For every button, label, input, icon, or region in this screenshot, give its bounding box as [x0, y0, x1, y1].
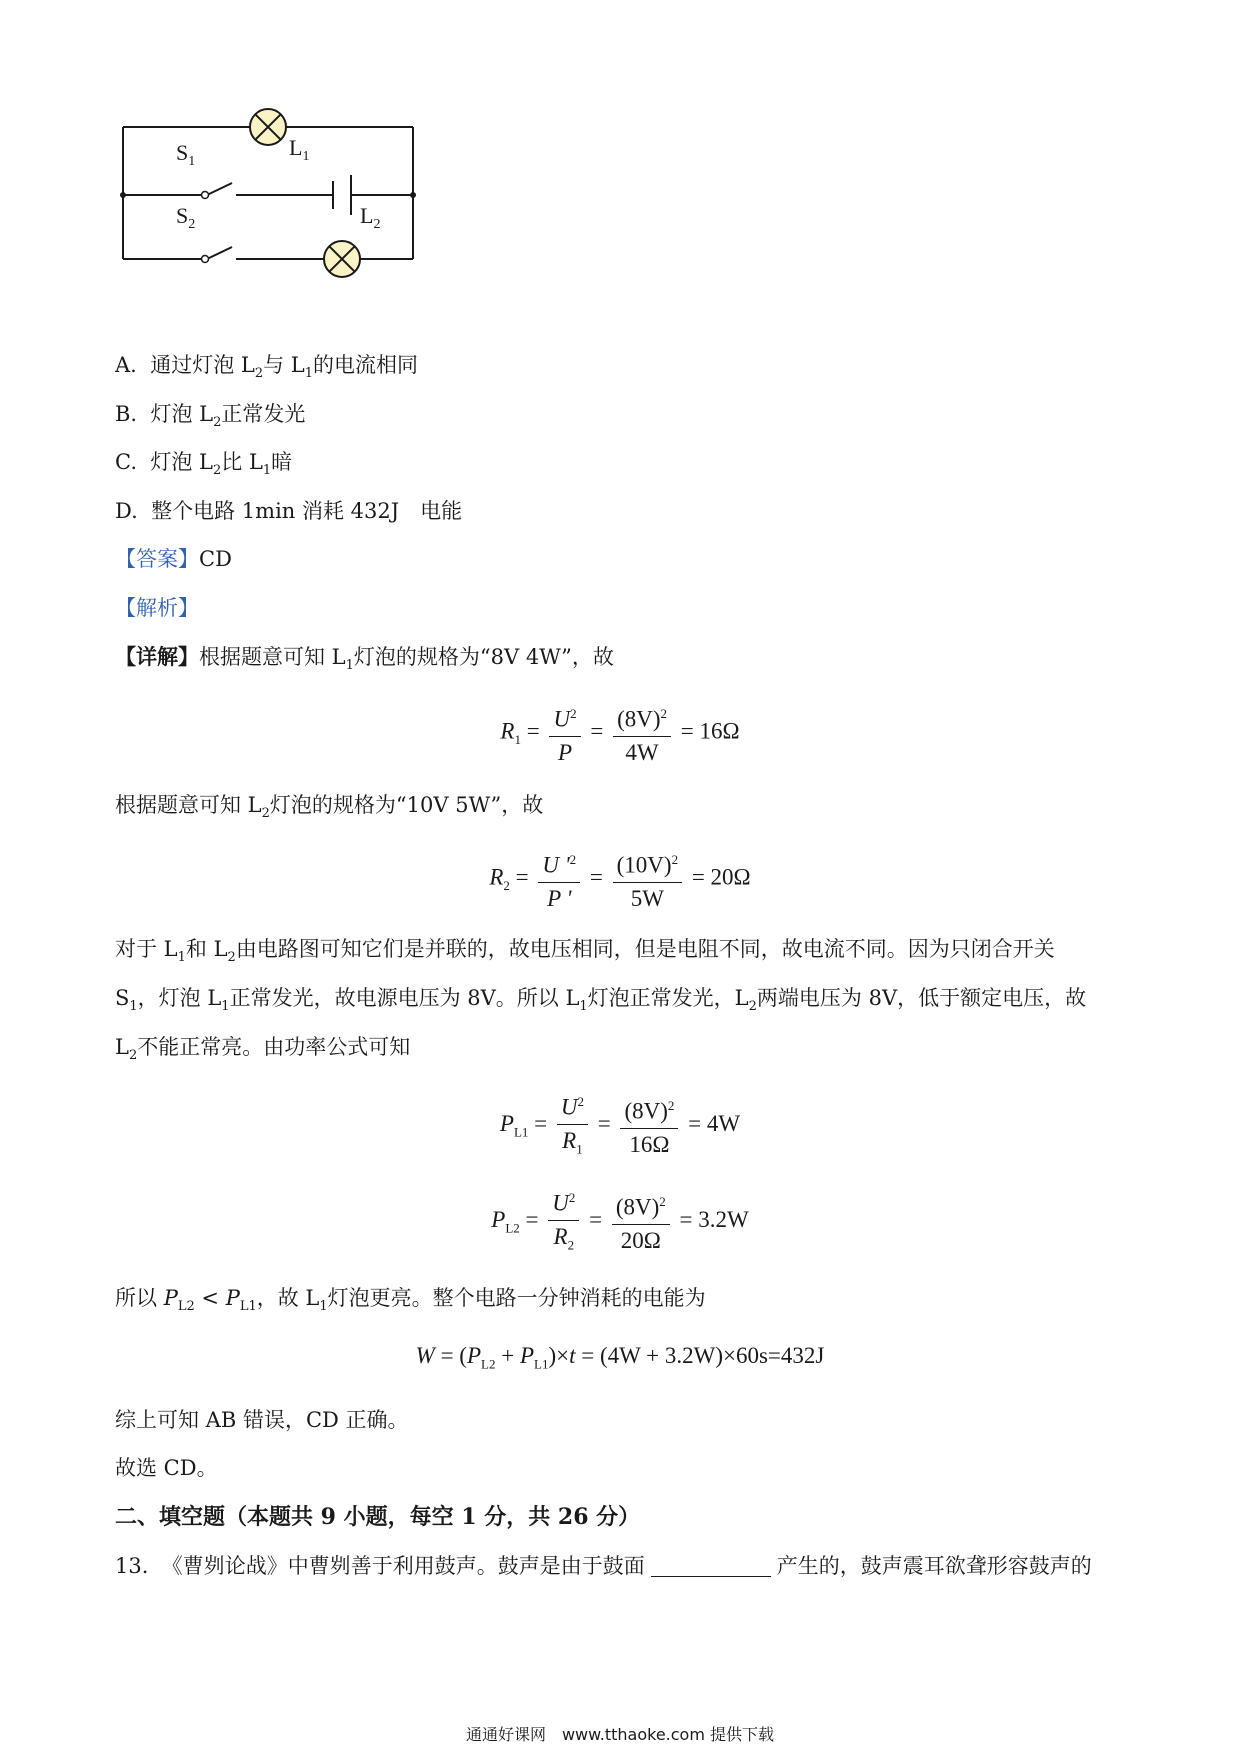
equation-r1: $R_1$ = $\frac{U^2}{P}$ = $\frac{(8V)^2}{4W}$ = 16Ω — [0, 700, 1240, 767]
detail-line-3: 对于 $L_1$和 $L_2$由电路图可知它们是并联的，故电压相同，但是电阻不同，故电流不同。因为只闭合开关 — [115, 937, 1055, 966]
detail-line-7: 综上可知 AB 错误，CD 正确。 — [115, 1408, 409, 1432]
question-13: 13. 《曹刿论战》中曹刿善于利用鼓声。鼓声是由于鼓面 产生的，鼓声震耳欲聋形容鼓声的 — [115, 1554, 1092, 1578]
equation-pl1: $P_{L1}$ = $\frac{U^2}{R_1}$ = $\frac{(8V)^2}{16\Omega}$ = 4W — [0, 1088, 1240, 1163]
section-title: 二、填空题（本题共 9 小题，每空 1 分，共 26 分） — [115, 1504, 641, 1530]
lamp-l1-icon — [250, 109, 286, 145]
lamp-l2-icon — [324, 241, 360, 277]
label-s2: $S_2$ — [176, 203, 196, 232]
switch-s2-contact — [202, 256, 209, 263]
label-s1: $S_1$ — [176, 140, 196, 169]
detail-line-5: $L_2$不能正常亮。由功率公式可知 — [115, 1035, 411, 1064]
answer-line: 【答案】CD — [115, 547, 232, 571]
detail-line-6: 所以 $P_{L2} < P_{L1}$，故 $L_1$灯泡更亮。整个电路一分钟消耗的电能为 — [115, 1286, 706, 1315]
answer-blank[interactable] — [651, 1556, 771, 1577]
detail-line-1: 【详解】根据题意可知 $L_1$灯泡的规格为“8V 4W”，故 — [115, 644, 614, 674]
analysis-line — [115, 593, 199, 623]
circuit-diagram — [110, 95, 430, 285]
equation-r2: $R_2$ = $\frac{U '^2}{P '}$ = $\frac{(10V)^2}{5W}$ = 20Ω — [0, 846, 1240, 913]
equation-energy: $W = (P_{L2} + P_{L1})\times t = (4W + 3.2W)\times 60s=432J$ — [415, 1343, 825, 1372]
option-a: A. 通过灯泡 $L_2$与 $L_1$的电流相同 — [115, 353, 419, 382]
label-l1: $L_1$ — [289, 135, 310, 164]
detail-line-8: 故选 CD。 — [115, 1456, 218, 1480]
page-footer: 通通好课网 www.tthaoke.com 提供下载 — [465, 1725, 775, 1744]
detail-line-2: 根据题意可知 $L_2$灯泡的规格为“10V 5W”，故 — [115, 793, 544, 822]
answer-tag: 【答案】 — [115, 547, 199, 571]
option-b: B. 灯泡 $L_2$正常发光 — [115, 402, 306, 431]
analysis-tag: 【解析】 — [115, 596, 199, 620]
label-l2: $L_2$ — [360, 203, 381, 232]
equation-pl2: $P_{L2}$ = $\frac{U^2}{R_2}$ = $\frac{(8V)^2}{20\Omega}$ = 3.2W — [0, 1184, 1240, 1259]
option-c: C. 灯泡 $L_2$比 $L_1$暗 — [115, 450, 293, 479]
battery-symbol — [333, 175, 351, 215]
option-d: D. 整个电路 1min 消耗 432J 电能 — [115, 499, 463, 523]
switch-s1-contact — [202, 192, 209, 199]
detail-line-4: $S_1$，灯泡 $L_1$正常发光，故电源电压为 8V。所以 $L_1$灯泡正常发光，$L_2$两端电压为 8V，低于额定电压，故 — [115, 986, 1087, 1015]
